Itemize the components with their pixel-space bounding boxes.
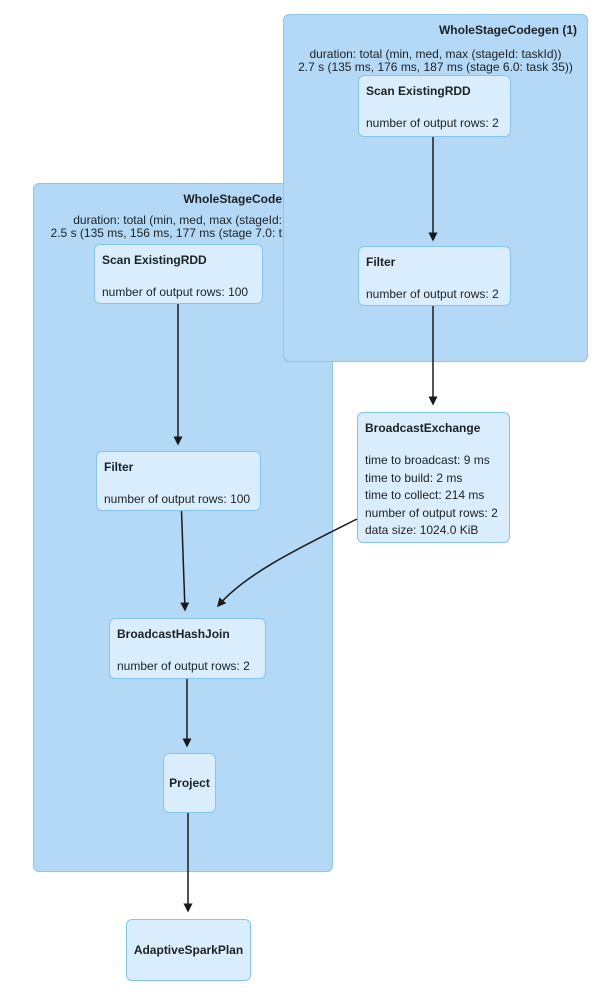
node-title: BroadcastHashJoin [117, 627, 230, 641]
node-metric: number of output rows: 2 [366, 287, 499, 301]
cluster-wholestagecodegen-1 [283, 14, 588, 362]
node-title: Scan ExistingRDD [366, 84, 471, 98]
node-metric: number of output rows: 100 [104, 492, 251, 506]
node-title: Filter [366, 255, 396, 269]
node-metric: data size: 1024.0 KiB [365, 523, 479, 537]
cluster-1-duration-line2: 2.7 s (135 ms, 176 ms, 187 ms (stage 6.0: task 35)) [298, 60, 573, 74]
node-metric: number of output rows: 100 [102, 285, 249, 299]
node-metric: number of output rows: 2 [117, 659, 250, 673]
node-project [163, 753, 216, 813]
node-broadcastexchange [357, 412, 510, 543]
node-adaptivesparkplan [126, 919, 251, 981]
node-scan-existingrdd-1 [358, 75, 511, 137]
node-title: BroadcastExchange [365, 421, 481, 435]
node-metric: number of output rows: 2 [365, 505, 498, 520]
cluster-1-title: WholeStageCodegen (1) [438, 23, 577, 37]
cluster-2-duration-line2-clipped: 2.5 s (135 ms, 156 ms, 177 ms (stage 7.0: t [50, 226, 282, 240]
node-title: Scan ExistingRDD [102, 253, 207, 267]
node-metric: time to build: 2 ms [365, 470, 463, 485]
node-metric: time to collect: 214 ms [365, 488, 485, 502]
node-metric: number of output rows: 2 [366, 116, 499, 130]
cluster-2-title-clipped: WholeStageCode [183, 192, 282, 206]
node-metric: time to broadcast: 9 ms [365, 453, 490, 467]
cluster-2-duration-line1-clipped: duration: total (min, med, max (stageId: [73, 213, 282, 227]
node-title: Filter [104, 460, 134, 474]
node-filter-1 [358, 246, 511, 306]
node-broadcasthashjoin [109, 618, 266, 679]
node-title: Project [169, 776, 210, 790]
node-scan-existingrdd-2 [94, 244, 263, 304]
node-title: AdaptiveSparkPlan [133, 943, 244, 957]
cluster-1-duration-line1: duration: total (min, med, max (stageId: taskId)) [309, 47, 562, 61]
node-filter-2 [96, 451, 261, 511]
cluster-1-duration [284, 48, 587, 74]
